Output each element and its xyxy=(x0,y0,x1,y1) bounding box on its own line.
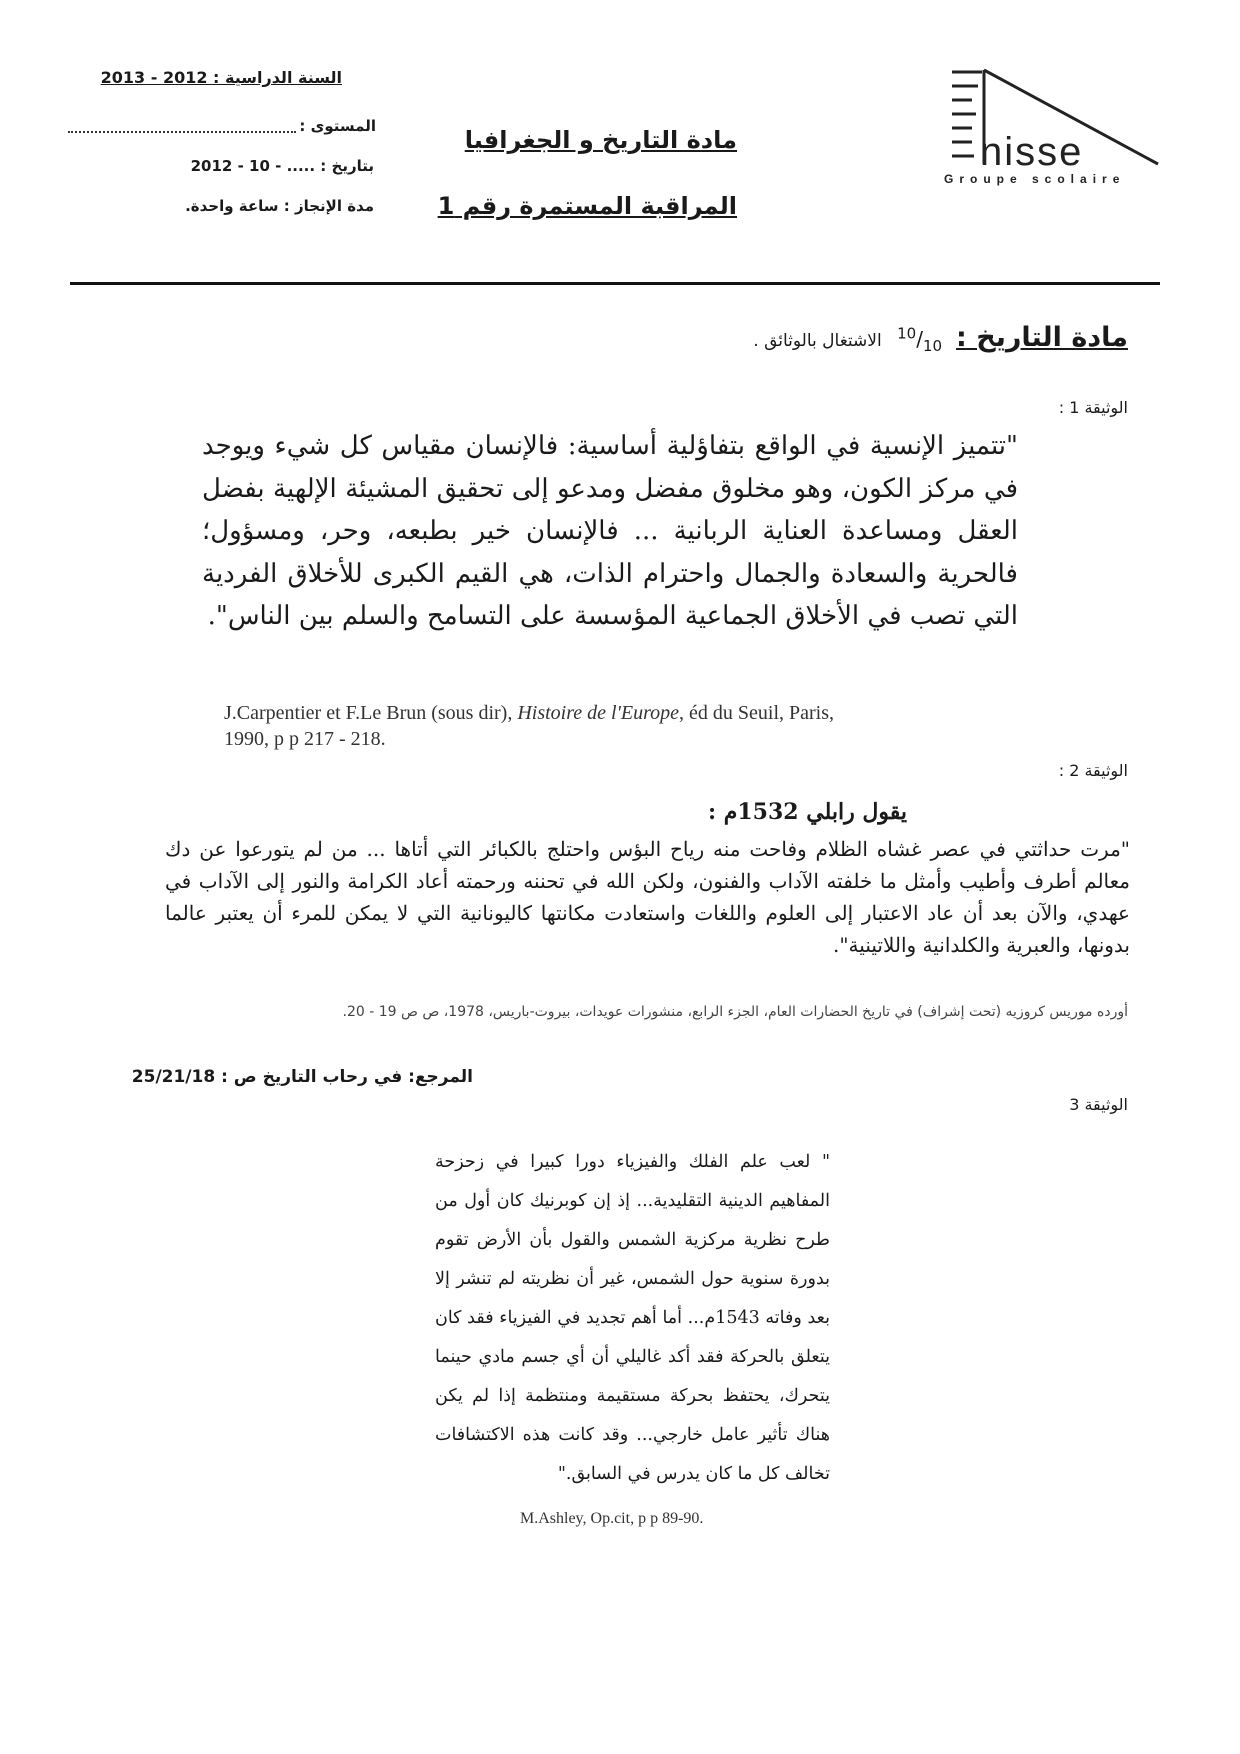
header-divider xyxy=(70,282,1160,285)
logo-name: nisse xyxy=(980,130,1084,174)
school-logo xyxy=(938,68,1178,188)
score: $^{10}/_{10}$ xyxy=(897,324,943,355)
document-2-label: الوثيقة 2 : xyxy=(1058,761,1128,780)
section-task: الاشتغال بالوثائق . xyxy=(753,331,882,351)
level-label: المستوى : xyxy=(299,117,376,135)
document-2-text: "مرت حداثتي في عصر غشاه الظلام وفاحت منه رياح البؤس واحتلج بالكبائر التي أتاها ... من لم يتورعوا عن دك معالم أطرف وأطيب وأمثل ما خلفته الآداب والفنون، ولكن الله في تحننه ورحمته أعاد الكرامة والنور إلى الآداب في عهدي، والآن بعد أن عاد الاعتبار إلى العلوم واللغات واستعادت مكانتها كاليونانية التي لا يمكن للمرء أن يعتبر عالما بدونها، والعبرية والكلدانية واللاتينية". xyxy=(165,837,1130,957)
document-2-reference: المرجع: في رحاب التاريخ ص : 25/21/18 xyxy=(131,1067,473,1087)
exam-title: المراقبة المستمرة رقم 1 xyxy=(437,192,737,220)
score-numerator: 10 xyxy=(897,324,917,343)
logo-subtitle: Groupe scolaire xyxy=(944,172,1126,186)
document-2-source: أورده موريس كروزيه (تحت إشراف) في تاريخ الحضارات العام، الجزء الرابع، منشورات عويدات، بيروت-باريس، 1978، ص ص 19 - 20. xyxy=(342,1004,1128,1020)
level-blank xyxy=(68,117,296,133)
document-1-text: "تتميز الإنسية في الواقع بتفاؤلية أساسية: فالإنسان مقياس كل شيء ويوجد في مركز الكون، وهو مخلوق مفضل ومدعو إلى تحقيق المشيئة الإلهية بفضل العقل ومساعدة العناية الربانية ... فالإنسان خير بطبعه، وحر، ومسؤول؛ فالحرية والسعادة والجمال واحترام الذات، هي القيم الكبرى للأخلاق الفردية التي تصب في الأخلاق الجماعية المؤسسة على التسامح والسلم بين الناس". xyxy=(202,431,1018,631)
section-heading xyxy=(753,322,1128,355)
document-1-source xyxy=(224,700,844,752)
section-title: مادة التاريخ : xyxy=(956,322,1128,353)
document-3-label: الوثيقة 3 xyxy=(1069,1095,1128,1114)
document-2-intro: يقول رابلي 1532م : xyxy=(707,799,907,825)
subject-title: مادة التاريخ و الجغرافيا xyxy=(464,126,737,154)
document-3-source: M.Ashley, Op.cit, p p 89-90. xyxy=(520,1510,704,1527)
document-1-label: الوثيقة 1 : xyxy=(1058,398,1128,417)
score-denominator: 10 xyxy=(922,337,943,355)
document-1-source-title: Histoire de l'Europe xyxy=(517,702,680,724)
school-year: السنة الدراسية : 2012 - 2013 xyxy=(100,68,342,87)
date-line: بتاريخ : ..... - 10 - 2012 xyxy=(190,157,374,175)
document-1-source-details: , éd du Seuil, Paris, 1990, p p 217 - 218. xyxy=(224,702,835,750)
document-3-text: " لعب علم الفلك والفيزياء دورا كبيرا في زحزحة المفاهيم الدينية التقليدية... إذ إن كوبرنيك كان أول من طرح نظرية مركزية الشمس والقول بأن الأرض تقوم بدورة سنوية حول الشمس، غير أن نظريته لم تنشر إلا بعد وفاته 1543م... أما أهم تجديد في الفيزياء فقد كان يتعلق بالحركة فقد أكد غاليلي أن أي جسم مادي حينما يتحرك، يحتفظ بحركة مستقيمة ومنتظمة إذا لم يكن هناك تأثير عامل خارجي... وقد كانت هذه الاكتشافات تخالف كل ما كان يدرس في السابق." xyxy=(435,1152,830,1484)
duration: مدة الإنجاز : ساعة واحدة. xyxy=(185,197,374,215)
document-1-source-author: J.Carpentier et F.Le Brun (sous dir), xyxy=(224,702,518,724)
